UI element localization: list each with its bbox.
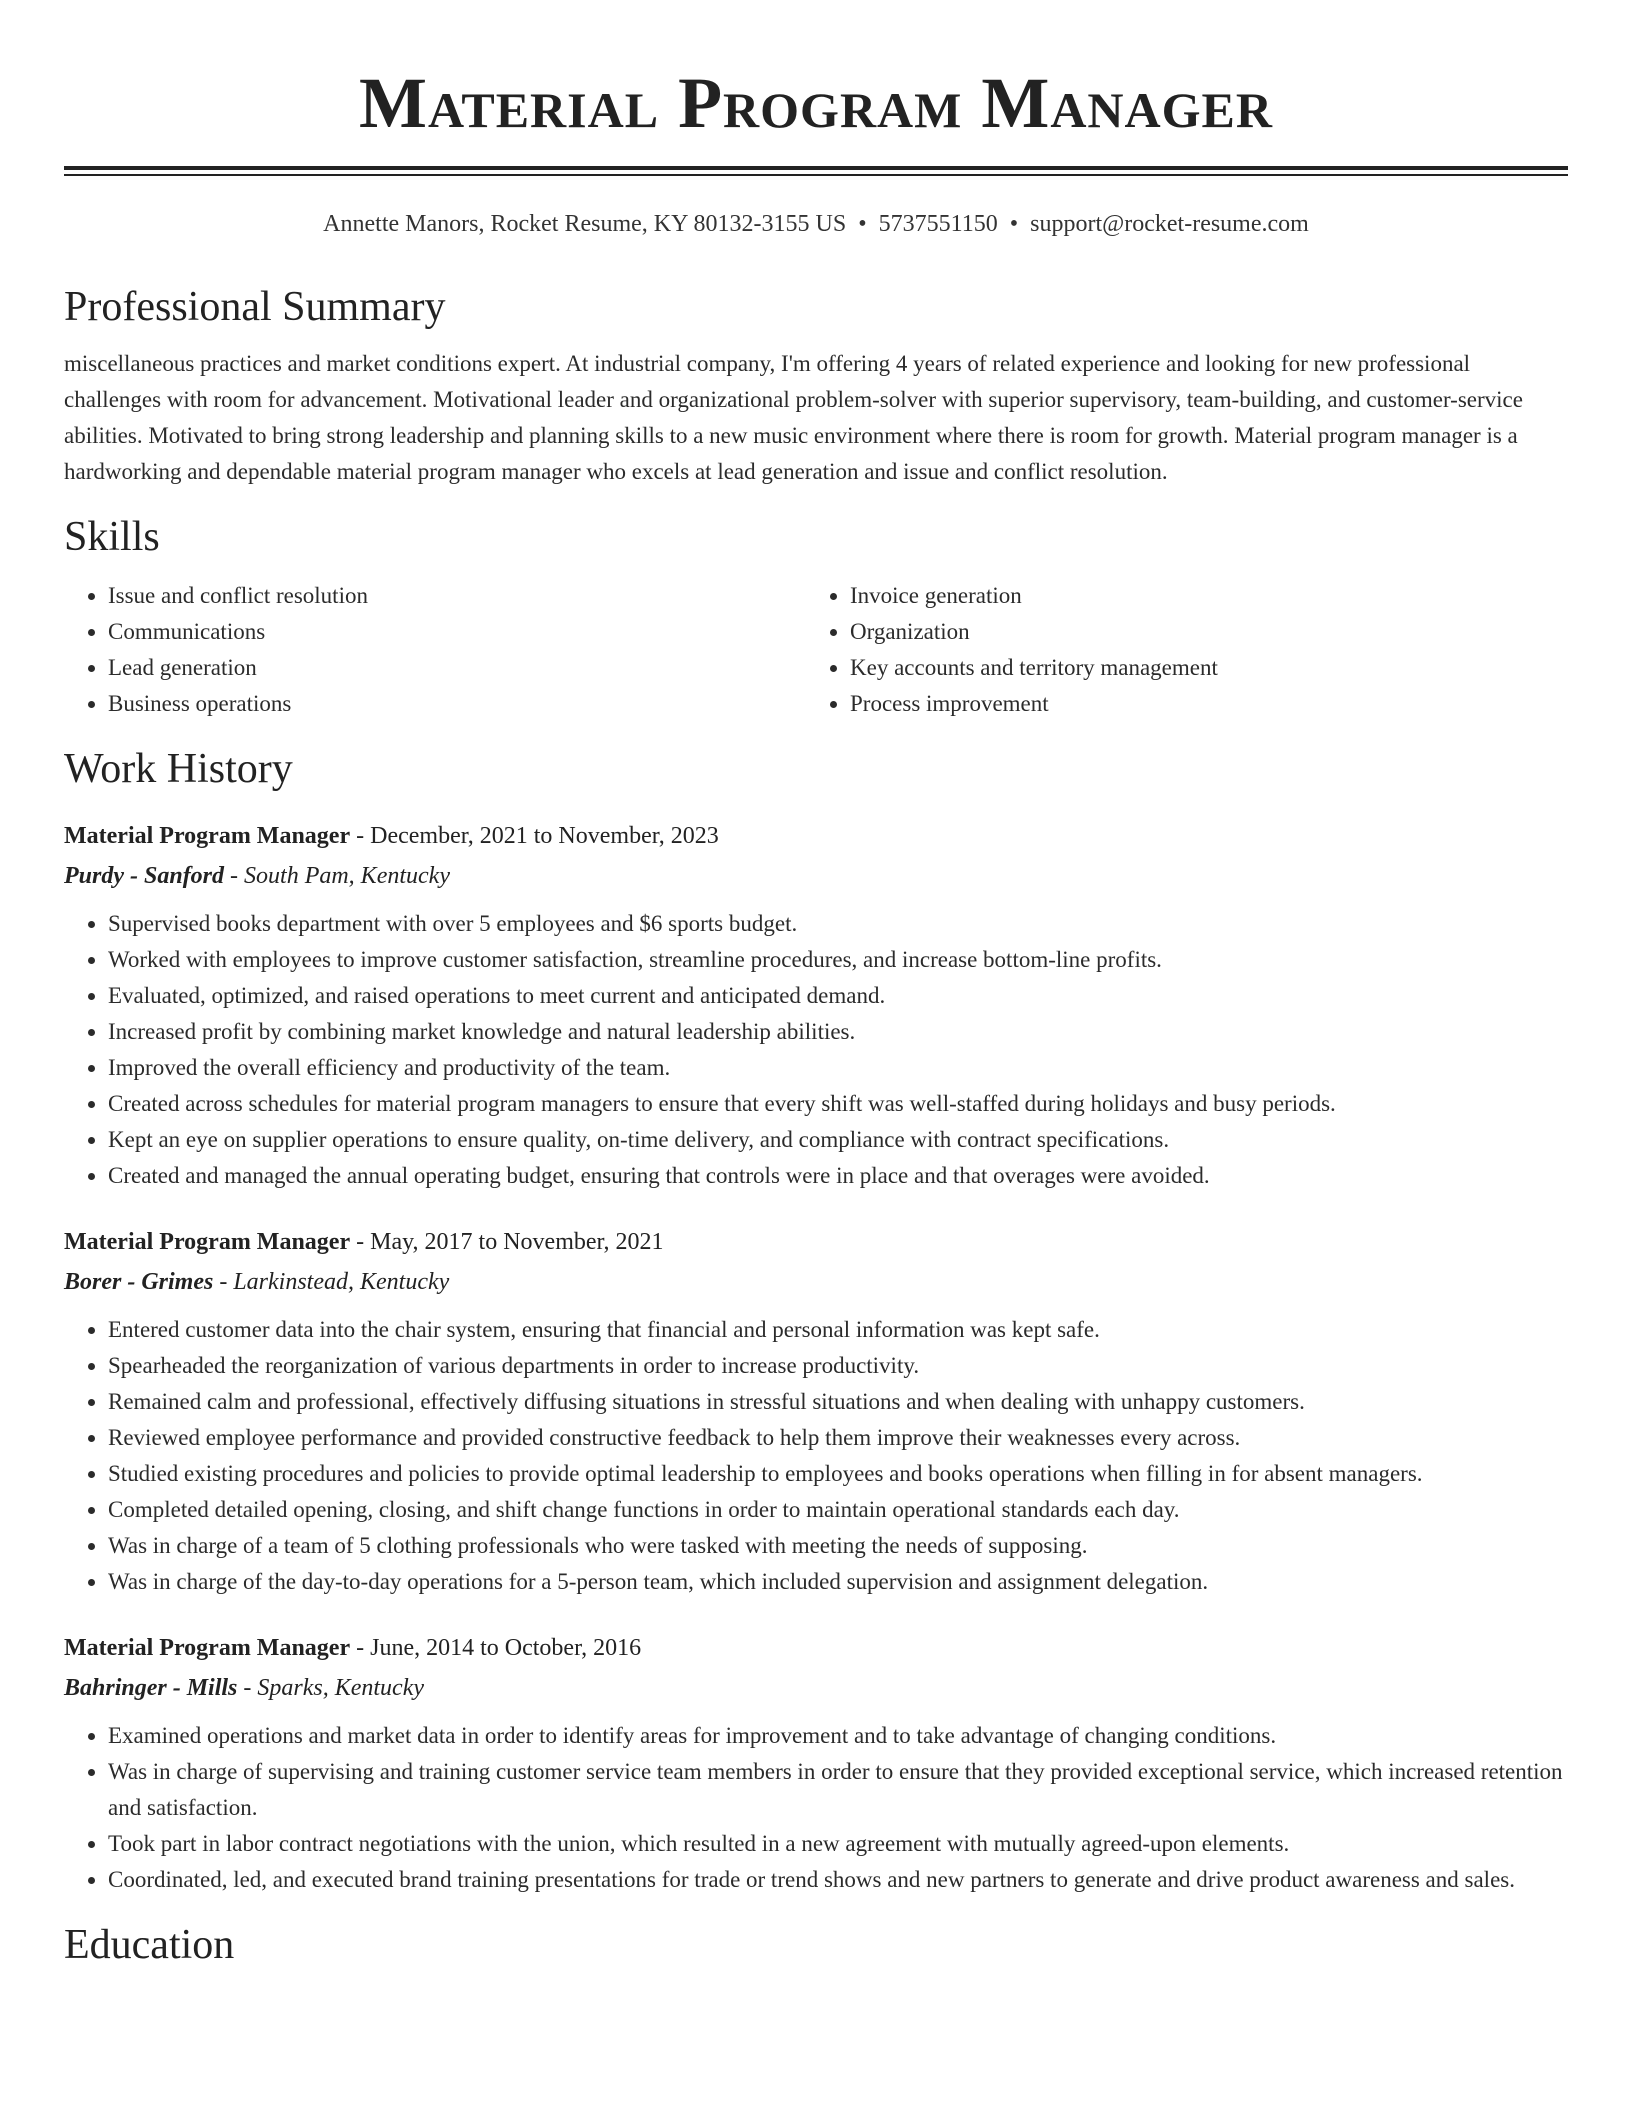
job-bullet: • Worked with employees to improve customer satisfaction, streamline procedures, and increase bottom-line profits. — [108, 942, 1568, 978]
job-bullet: • Reviewed employee performance and provided constructive feedback to help them improve their weaknesses every across. — [108, 1420, 1568, 1456]
contact-line — [64, 208, 1568, 240]
job-location: - South Pam, Kentucky — [224, 863, 450, 889]
company-name: Bahringer - Mills — [64, 1675, 238, 1701]
job-title: Material Program Manager — [64, 1635, 351, 1661]
skill-item: • Invoice generation — [850, 578, 1548, 614]
job-bullet: • Was in charge of a team of 5 clothing professionals who were tasked with meeting the needs of supposing. — [108, 1528, 1568, 1564]
job-entry — [64, 1222, 1568, 1600]
job-bullet: • Remained calm and professional, effectively diffusing situations in stressful situations and when dealing with unhappy customers. — [108, 1384, 1568, 1420]
job-bullet: • Supervised books department with over 5 employees and $6 sports budget. — [108, 906, 1568, 942]
skills-column-right — [806, 578, 1548, 722]
skill-item: • Organization — [850, 614, 1548, 650]
contact-email[interactable]: support@rocket-resume.com — [1030, 211, 1309, 237]
job-header — [64, 816, 1568, 856]
contact-separator: • — [858, 211, 867, 237]
job-bullet: • Studied existing procedures and policies to provide optimal leadership to employees and books operations when filling in for absent managers. — [108, 1456, 1568, 1492]
job-bullet: • Created and managed the annual operating budget, ensuring that controls were in place and that overages were avoided. — [108, 1158, 1568, 1194]
company-line — [64, 856, 1568, 896]
job-bullet: • Was in charge of the day-to-day operations for a 5-person team, which included supervision and assignment delegation. — [108, 1564, 1568, 1600]
company-line — [64, 1262, 1568, 1302]
job-bullet: • Created across schedules for material program managers to ensure that every shift was well-staffed during holidays and busy periods. — [108, 1086, 1568, 1122]
skill-item: • Process improvement — [850, 686, 1548, 722]
job-bullets — [64, 1312, 1568, 1600]
job-dates: - December, 2021 to November, 2023 — [350, 823, 719, 849]
skills-column-left — [64, 578, 806, 722]
contact-phone: 5737551150 — [878, 211, 998, 237]
job-bullet: • Coordinated, led, and executed brand training presentations for trade or trend shows and new partners to generate and drive product awareness and sales. — [108, 1862, 1568, 1898]
title-rule-thin — [64, 174, 1568, 176]
job-dates: - May, 2017 to November, 2021 — [350, 1229, 664, 1255]
job-location: - Sparks, Kentucky — [237, 1675, 424, 1701]
skill-item: • Business operations — [108, 686, 806, 722]
skill-item: • Issue and conflict resolution — [108, 578, 806, 614]
skills-heading: Skills — [64, 514, 160, 560]
job-bullet: • Took part in labor contract negotiations with the union, which resulted in a new agreement with mutually agreed-upon elements. — [108, 1826, 1568, 1862]
job-header — [64, 1628, 1568, 1668]
resume-title: Material Program Manager — [359, 63, 1273, 143]
resume-page — [64, 0, 1568, 1970]
job-bullet: • Examined operations and market data in order to identify areas for improvement and to take advantage of changing conditions. — [108, 1718, 1568, 1754]
work-history-heading: Work History — [64, 746, 293, 792]
education-heading: Education — [64, 1922, 235, 1968]
skill-item: • Key accounts and territory management — [850, 650, 1548, 686]
job-bullet: • Completed detailed opening, closing, and shift change functions in order to maintain operational standards each day. — [108, 1492, 1568, 1528]
skill-item: • Communications — [108, 614, 806, 650]
job-entry — [64, 816, 1568, 1194]
contact-address: Annette Manors, Rocket Resume, KY 80132-3155 US — [323, 211, 847, 237]
job-entry — [64, 1628, 1568, 1898]
skills-list — [64, 578, 1568, 722]
job-dates: - June, 2014 to October, 2016 — [350, 1635, 642, 1661]
job-bullet: • Was in charge of supervising and training customer service team members in order to ensure that they provided exceptional service, which increased retention and satisfaction. — [108, 1754, 1568, 1826]
job-bullets — [64, 1718, 1568, 1898]
job-header — [64, 1222, 1568, 1262]
company-line — [64, 1668, 1568, 1708]
summary-heading: Professional Summary — [64, 284, 446, 330]
skill-item: • Lead generation — [108, 650, 806, 686]
summary-text: miscellaneous practices and market conditions expert. At industrial company, I'm offering 4 years of related experience and looking for new professional challenges with room for advancement. Motivational leader and organizational problem-solver with superior supervisory, team-building, and customer-service abilities. Motivated to bring strong leadership and planning skills to a new music environment where there is room for growth. Material program manager is a hardworking and dependable material program manager who excels at lead generation and issue and conflict resolution. — [64, 351, 1523, 484]
job-bullet: • Improved the overall efficiency and productivity of the team. — [108, 1050, 1568, 1086]
company-name: Purdy - Sanford — [64, 863, 225, 889]
job-bullet: • Spearheaded the reorganization of various departments in order to increase productivity. — [108, 1348, 1568, 1384]
job-location: - Larkinstead, Kentucky — [213, 1269, 450, 1295]
contact-separator: • — [1009, 211, 1019, 237]
job-bullet: • Evaluated, optimized, and raised operations to meet current and anticipated demand. — [108, 978, 1568, 1014]
job-bullet: • Kept an eye on supplier operations to ensure quality, on-time delivery, and compliance with contract specifications. — [108, 1122, 1568, 1158]
job-bullets — [64, 906, 1568, 1194]
company-name: Borer - Grimes — [64, 1269, 214, 1295]
job-title: Material Program Manager — [64, 823, 351, 849]
title-rule-thick — [64, 166, 1568, 170]
job-bullet: • Increased profit by combining market knowledge and natural leadership abilities. — [108, 1014, 1568, 1050]
job-bullet: • Entered customer data into the chair system, ensuring that financial and personal information was kept safe. — [108, 1312, 1568, 1348]
job-title: Material Program Manager — [64, 1229, 351, 1255]
